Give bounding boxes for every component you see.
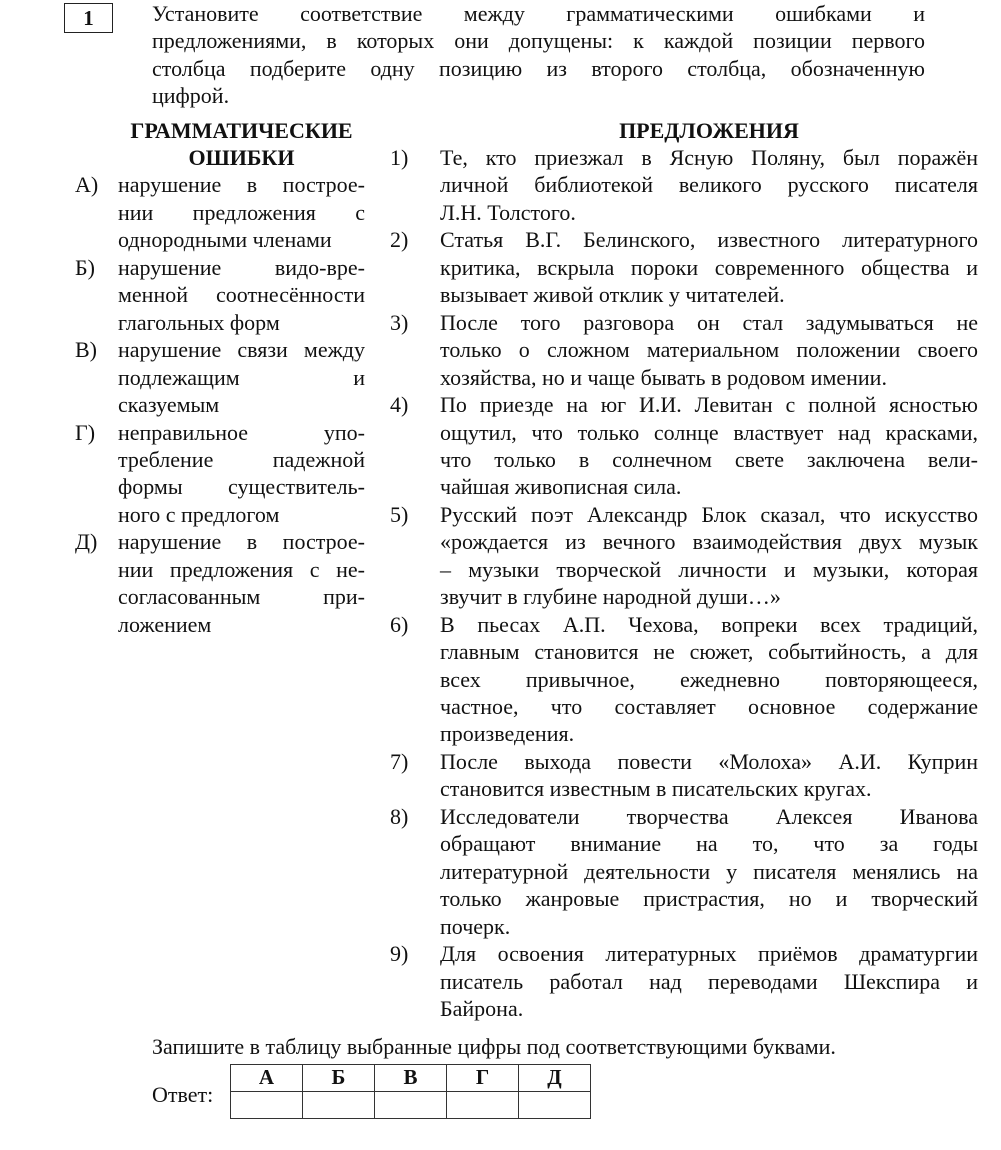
sentence-text-line: После выхода повести «Молоха» А.И. Куприн <box>440 749 978 774</box>
sentence-text-line: По приезде на юг И.И. Левитан с полной ясностью <box>440 392 978 417</box>
intro-line: Установите соответствие между грамматическими ошибками и <box>152 1 925 26</box>
error-label: А) <box>75 172 99 197</box>
error-text-line: неправильное упо- <box>118 420 365 445</box>
left-heading-line-1: ГРАММАТИЧЕСКИЕ <box>130 118 353 143</box>
error-label: Б) <box>75 255 95 280</box>
error-text-line: сказуемым <box>118 392 220 417</box>
sentence-number: 4) <box>390 392 409 417</box>
sentence-text-line: почерк. <box>440 914 511 939</box>
sentence-number: 2) <box>390 227 409 252</box>
error-text-line: ложением <box>118 612 212 637</box>
sentence-text-line: Статья В.Г. Белинского, известного литературного <box>440 227 978 252</box>
error-text-line: глагольных форм <box>118 310 280 335</box>
answer-header-d: Д <box>519 1065 591 1092</box>
answer-header-a: А <box>231 1065 303 1092</box>
error-text-line: нарушение видо-вре- <box>118 255 365 280</box>
sentence-number: 1) <box>390 145 409 170</box>
sentence-text-line: становится известным в писательских кругах. <box>440 776 872 801</box>
sentence-text-line: только о сложном материальном положении своего <box>440 337 978 362</box>
instruction-text: Запишите в таблицу выбранные цифры под соответствующими буквами. <box>152 1034 836 1059</box>
sentence-number: 9) <box>390 941 409 966</box>
sentence-text-line: Байрона. <box>440 996 524 1021</box>
sentence-text-line: главным становится не сюжет, событийность, а для <box>440 639 978 664</box>
sentence-number: 8) <box>390 804 409 829</box>
sentence-text-line: вызывает живой отклик у читателей. <box>440 282 785 307</box>
sentence-text-line: литературной деятельности у писателя менялись на <box>440 859 978 884</box>
sentence-text-line: обращают внимание на то, что за годы <box>440 831 978 856</box>
answer-cell-g[interactable] <box>447 1092 519 1119</box>
sentence-text-line: ощутил, что только солнце властвует над красками, <box>440 420 978 445</box>
sentence-text-line: После того разговора он стал задумываться не <box>440 310 978 335</box>
sentence-number: 7) <box>390 749 409 774</box>
sentence-text-line: Для освоения литературных приёмов драматургии <box>440 941 978 966</box>
error-text-line: ного с предлогом <box>118 502 280 527</box>
sentence-text-line: звучит в глубине народной души…» <box>440 584 781 609</box>
sentence-text-line: только жанровые пристрастия, но и творческий <box>440 886 978 911</box>
error-text-line: однородными членами <box>118 227 332 252</box>
sentence-text-line: писатель работал над переводами Шекспира и <box>440 969 978 994</box>
sentence-text-line: В пьесах А.П. Чехова, вопреки всех традиций, <box>440 612 978 637</box>
answer-cell-b[interactable] <box>303 1092 375 1119</box>
sentence-number: 5) <box>390 502 409 527</box>
error-text-line: нии предложения с не- <box>118 557 365 582</box>
sentence-text-line: «рождается из вечного взаимодействия двух музык <box>440 529 978 554</box>
error-label: Д) <box>75 529 98 554</box>
answer-cell-d[interactable] <box>519 1092 591 1119</box>
answer-header-b: Б <box>303 1065 375 1092</box>
sentence-text-line: Те, кто приезжал в Ясную Поляну, был поражён <box>440 145 978 170</box>
error-text-line: требление падежной <box>118 447 365 472</box>
task-number-box: 1 <box>64 3 113 33</box>
error-text-line: нарушение в построе- <box>118 172 365 197</box>
sentence-text-line: что только в солнечном свете заключена вели- <box>440 447 978 472</box>
intro-line: цифрой. <box>152 83 230 108</box>
error-text-line: нарушение в построе- <box>118 529 365 554</box>
sentence-text-line: чайшая живописная сила. <box>440 474 682 499</box>
answer-header-v: В <box>375 1065 447 1092</box>
answer-header-g: Г <box>447 1065 519 1092</box>
intro-line: предложениями, в которых они допущены: к каждой позиции первого <box>152 28 925 53</box>
error-text-line: подлежащим и <box>118 365 365 390</box>
sentence-text-line: произведения. <box>440 721 575 746</box>
sentence-text-line: критика, вскрыла пороки современного общества и <box>440 255 978 280</box>
answer-table <box>230 1064 591 1119</box>
sentence-text-line: Русский поэт Александр Блок сказал, что искусство <box>440 502 978 527</box>
sentence-text-line: – музыки творческой личности и музыки, которая <box>440 557 978 582</box>
sentence-text-line: частное, что составляет основное содержание <box>440 694 978 719</box>
error-text-line: нии предложения с <box>118 200 365 225</box>
right-heading: ПРЕДЛОЖЕНИЯ <box>619 118 799 143</box>
answer-cell-v[interactable] <box>375 1092 447 1119</box>
sentence-text-line: Исследователи творчества Алексея Иванова <box>440 804 978 829</box>
left-heading-line-2: ОШИБКИ <box>188 145 295 170</box>
sentence-number: 3) <box>390 310 409 335</box>
sentence-text-line: всех привычное, ежедневно повторяющееся, <box>440 667 978 692</box>
error-text-line: формы существитель- <box>118 474 365 499</box>
sentence-text-line: хозяйства, но и чаще бывать в родовом имении. <box>440 365 887 390</box>
error-text-line: менной соотнесённости <box>118 282 365 307</box>
error-text-line: согласованным при- <box>118 584 365 609</box>
sentence-text-line: личной библиотекой великого русского писателя <box>440 172 978 197</box>
intro-line: столбца подберите одну позицию из второго столбца, обозначенную <box>152 56 925 81</box>
answer-label: Ответ: <box>152 1082 214 1107</box>
sentence-text-line: Л.Н. Толстого. <box>440 200 576 225</box>
error-text-line: нарушение связи между <box>118 337 365 362</box>
error-label: В) <box>75 337 97 362</box>
answer-cell-a[interactable] <box>231 1092 303 1119</box>
sentence-number: 6) <box>390 612 409 637</box>
error-label: Г) <box>75 420 96 445</box>
